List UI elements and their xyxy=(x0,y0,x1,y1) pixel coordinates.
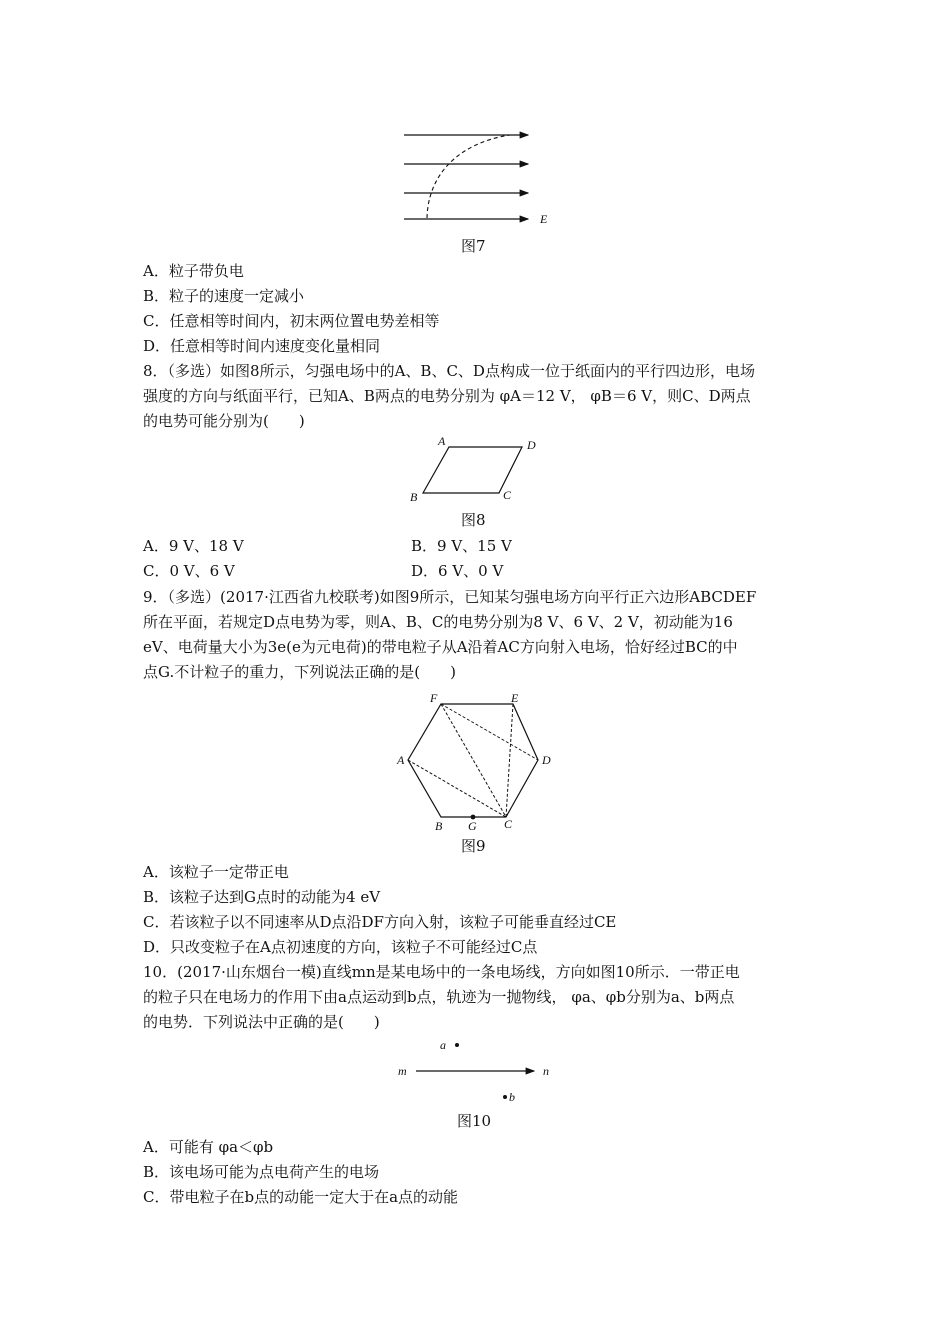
figure-7-caption: 图7 xyxy=(461,237,486,255)
vertex-c: C xyxy=(504,817,513,831)
point-b xyxy=(503,1095,507,1099)
vertex-d: D xyxy=(542,753,551,767)
label-a: a xyxy=(440,1038,446,1052)
figure-10-caption: 图10 xyxy=(457,1112,492,1130)
q9-option-b: B．该粒子达到G点时的动能为4 eV xyxy=(143,888,381,906)
q10-option-b: B．该电场可能为点电荷产生的电场 xyxy=(143,1163,380,1181)
q8-option-a: A．9 V、18 V xyxy=(143,537,244,555)
q7-option-d: D．任意相等时间内速度变化量相同 xyxy=(143,337,381,355)
q8-option-b: B．9 V、15 V xyxy=(411,537,512,555)
vertex-f: F xyxy=(430,691,438,705)
q7-option-c: C．任意相等时间内，初末两位置电势差相等 xyxy=(143,312,440,330)
q9-option-d: D．只改变粒子在A点初速度的方向，该粒子不可能经过C点 xyxy=(143,938,538,956)
label-b: b xyxy=(509,1090,515,1104)
q8-stem-line-1: 8．（多选）如图8所示，匀强电场中的A、B、C、D点构成一位于纸面内的平行四边形，电场 xyxy=(143,362,755,380)
vertex-g: G xyxy=(468,819,477,833)
vertex-c: C xyxy=(503,488,512,502)
q8-stem-line-2: 强度的方向与纸面平行，已知A、B两点的电势分别为 φA＝12 V， φB＝6 V，则C、D两点 xyxy=(143,387,751,405)
q10-stem-line-2: 的粒子只在电场力的作用下由a点运动到b点，轨迹为一抛物线， φa、φb分别为a、b两点 xyxy=(143,988,735,1006)
figure-9-caption: 图9 xyxy=(461,837,486,855)
field-label-e: E xyxy=(540,212,548,226)
q9-option-a: A．该粒子一定带正电 xyxy=(143,863,289,881)
vertex-b: B xyxy=(410,490,418,504)
q9-stem-line-1: 9．（多选）(2017·江西省九校联考)如图9所示，已知某匀强电场方向平行正六边形ABCDEF xyxy=(143,588,757,606)
label-m: m xyxy=(398,1064,407,1078)
q9-option-c: C．若该粒子以不同速率从D点沿DF方向入射，该粒子可能垂直经过CE xyxy=(143,913,617,931)
q10-option-c: C．带电粒子在b点的动能一定大于在a点的动能 xyxy=(143,1188,459,1206)
q7-option-b: B．粒子的速度一定减小 xyxy=(143,287,305,305)
figure-8-caption: 图8 xyxy=(461,511,486,529)
q7-option-a: A．粒子带负电 xyxy=(143,262,244,280)
q8-option-d: D．6 V、0 V xyxy=(411,562,504,580)
vertex-a: A xyxy=(397,753,405,767)
label-n: n xyxy=(543,1064,549,1078)
q9-stem-line-2: 所在平面，若规定D点电势为零，则A、B、C的电势分别为8 V、6 V、2 V，初动能为16 xyxy=(143,613,733,631)
q10-option-a: A．可能有 φa＜φb xyxy=(143,1138,274,1156)
q9-stem-line-3: eV、电荷量大小为3e(e为元电荷)的带电粒子从A沿着AC方向射入电场，恰好经过BC的中 xyxy=(143,638,738,656)
q8-stem-line-3: 的电势可能分别为( ) xyxy=(143,412,305,430)
q9-stem-line-4: 点G.不计粒子的重力，下列说法正确的是( ) xyxy=(143,663,456,681)
vertex-a: A xyxy=(438,434,446,448)
vertex-b: B xyxy=(435,819,443,833)
vertex-e: E xyxy=(511,691,519,705)
q10-stem-line-3: 的电势．下列说法中正确的是( ) xyxy=(143,1013,380,1031)
vertex-d: D xyxy=(527,438,536,452)
q8-option-c: C．0 V、6 V xyxy=(143,562,235,580)
point-a xyxy=(455,1043,459,1047)
q10-stem-line-1: 10．(2017·山东烟台一模)直线mn是某电场中的一条电场线，方向如图10所示．一带正电 xyxy=(143,963,740,981)
